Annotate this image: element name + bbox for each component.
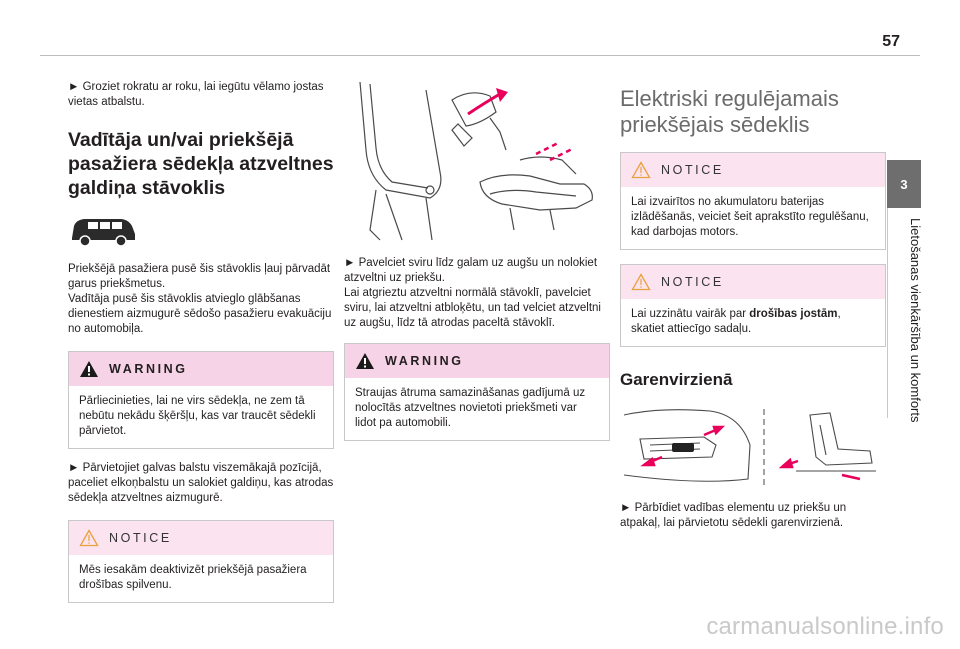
warning-box-2 bbox=[344, 343, 610, 441]
notice-text-seatbelts: Lai uzzinātu vairāk par drošības jostām, skatiet attiecīgo sadaļu. bbox=[631, 308, 841, 335]
sidebar-rule bbox=[887, 208, 888, 418]
warning-title: WARNING bbox=[109, 362, 188, 376]
sidebar-vertical-title-wrap bbox=[905, 218, 925, 428]
subheading-longitudinal: Garenvirzienā bbox=[620, 370, 733, 389]
van-icon bbox=[68, 214, 138, 248]
warning-triangle-icon bbox=[355, 352, 375, 370]
notice-box bbox=[68, 520, 334, 603]
warning-text-2: Straujas ātruma samazināšanas gadījumā uz nolocītās atzveltnes novietoti priekšmeti var lidot pa automobili. bbox=[355, 387, 586, 429]
column-1 bbox=[68, 80, 334, 603]
paragraph-slide: ► Pārbīdiet vadības elementu uz priekšu un atpakaļ, lai pārvietotu sēdekli garenvirzienā. bbox=[620, 502, 847, 529]
column-2 bbox=[344, 80, 610, 441]
notice-title-battery: NOTICE bbox=[661, 163, 724, 177]
seat-folding-illustration bbox=[340, 80, 600, 242]
intro-text: ► Groziet rokratu ar roku, lai iegūtu vēlamo jostas vietas atbalstu. bbox=[68, 81, 324, 108]
paragraph-1b: Vadītāja pusē šis stāvoklis atvieglo glābšanas dienestiem aizmugurē sēdošo pasažieru evakuāciju no automobiļa. bbox=[68, 293, 332, 335]
paragraph-2: ► Pārvietojiet galvas balstu viszemākajā pozīcijā, paceliet elkoņbalstu un salokiet galdiņu, kas atrodas sēdekļa atzveltnes aizmugurē. bbox=[68, 462, 334, 504]
chapter-tab: 3 bbox=[887, 160, 921, 208]
notice-header-seatbelts bbox=[621, 265, 885, 299]
notice-title: NOTICE bbox=[109, 531, 172, 545]
section-heading-tray: Vadītāja un/vai priekšējā pasažiera sēdekļa atzveltnes galdiņa stāvoklis bbox=[68, 129, 334, 199]
column-3 bbox=[620, 86, 886, 531]
notice-title-seatbelts: NOTICE bbox=[661, 275, 724, 289]
warning-header bbox=[69, 352, 333, 386]
warning-text: Pārliecinieties, lai ne virs sēdekļa, ne zem tā nebūtu nekādu šķēršļu, kas var traucēt sēdekli pārvietot. bbox=[79, 395, 316, 437]
warning-header-2 bbox=[345, 344, 609, 378]
seat-adjust-illustration bbox=[620, 405, 886, 487]
notice-box-seatbelts bbox=[620, 264, 886, 347]
notice-text: Mēs iesakām deaktivizēt priekšējā pasažiera drošības spilvenu. bbox=[79, 564, 307, 591]
notice-box-battery bbox=[620, 152, 886, 250]
notice-triangle-icon bbox=[631, 273, 651, 291]
paragraph-return: Lai atgrieztu atzveltni normālā stāvoklī, pavelciet sviru, lai atzveltni atbloķētu, un tad velciet atzveltni uz augšu, līdz tā atrodas paceltā stāvoklī. bbox=[344, 287, 601, 329]
warning-triangle-icon bbox=[79, 360, 99, 378]
section-heading-electric-seat: Elektriski regulējamais priekšējais sēdeklis bbox=[620, 86, 839, 137]
warning-box bbox=[68, 351, 334, 449]
notice-triangle-icon bbox=[79, 529, 99, 547]
seatbelts-link: drošības jostām bbox=[749, 308, 838, 320]
notice-header-battery bbox=[621, 153, 885, 187]
warning-title-2: WARNING bbox=[385, 354, 464, 368]
notice-header bbox=[69, 521, 333, 555]
notice-triangle-icon bbox=[631, 161, 651, 179]
sidebar-vertical-title: Lietošanas vienkāršība un komforts bbox=[908, 218, 923, 423]
paragraph-lever: ► Pavelciet sviru līdz galam uz augšu un nolokiet atzveltni uz priekšu. bbox=[344, 257, 598, 284]
paragraph-1a: Priekšējā pasažiera pusē šis stāvoklis ļauj pārvadāt garus priekšmetus. bbox=[68, 263, 331, 290]
header-rule bbox=[40, 55, 920, 56]
notice-text-battery: Lai izvairītos no akumulatoru baterijas izlādēšanās, veiciet šeit aprakstīto regulēšanu, kad darbojas motors. bbox=[631, 196, 869, 238]
watermark: carmanualsonline.info bbox=[706, 613, 944, 640]
page-number: 57 bbox=[882, 33, 900, 50]
